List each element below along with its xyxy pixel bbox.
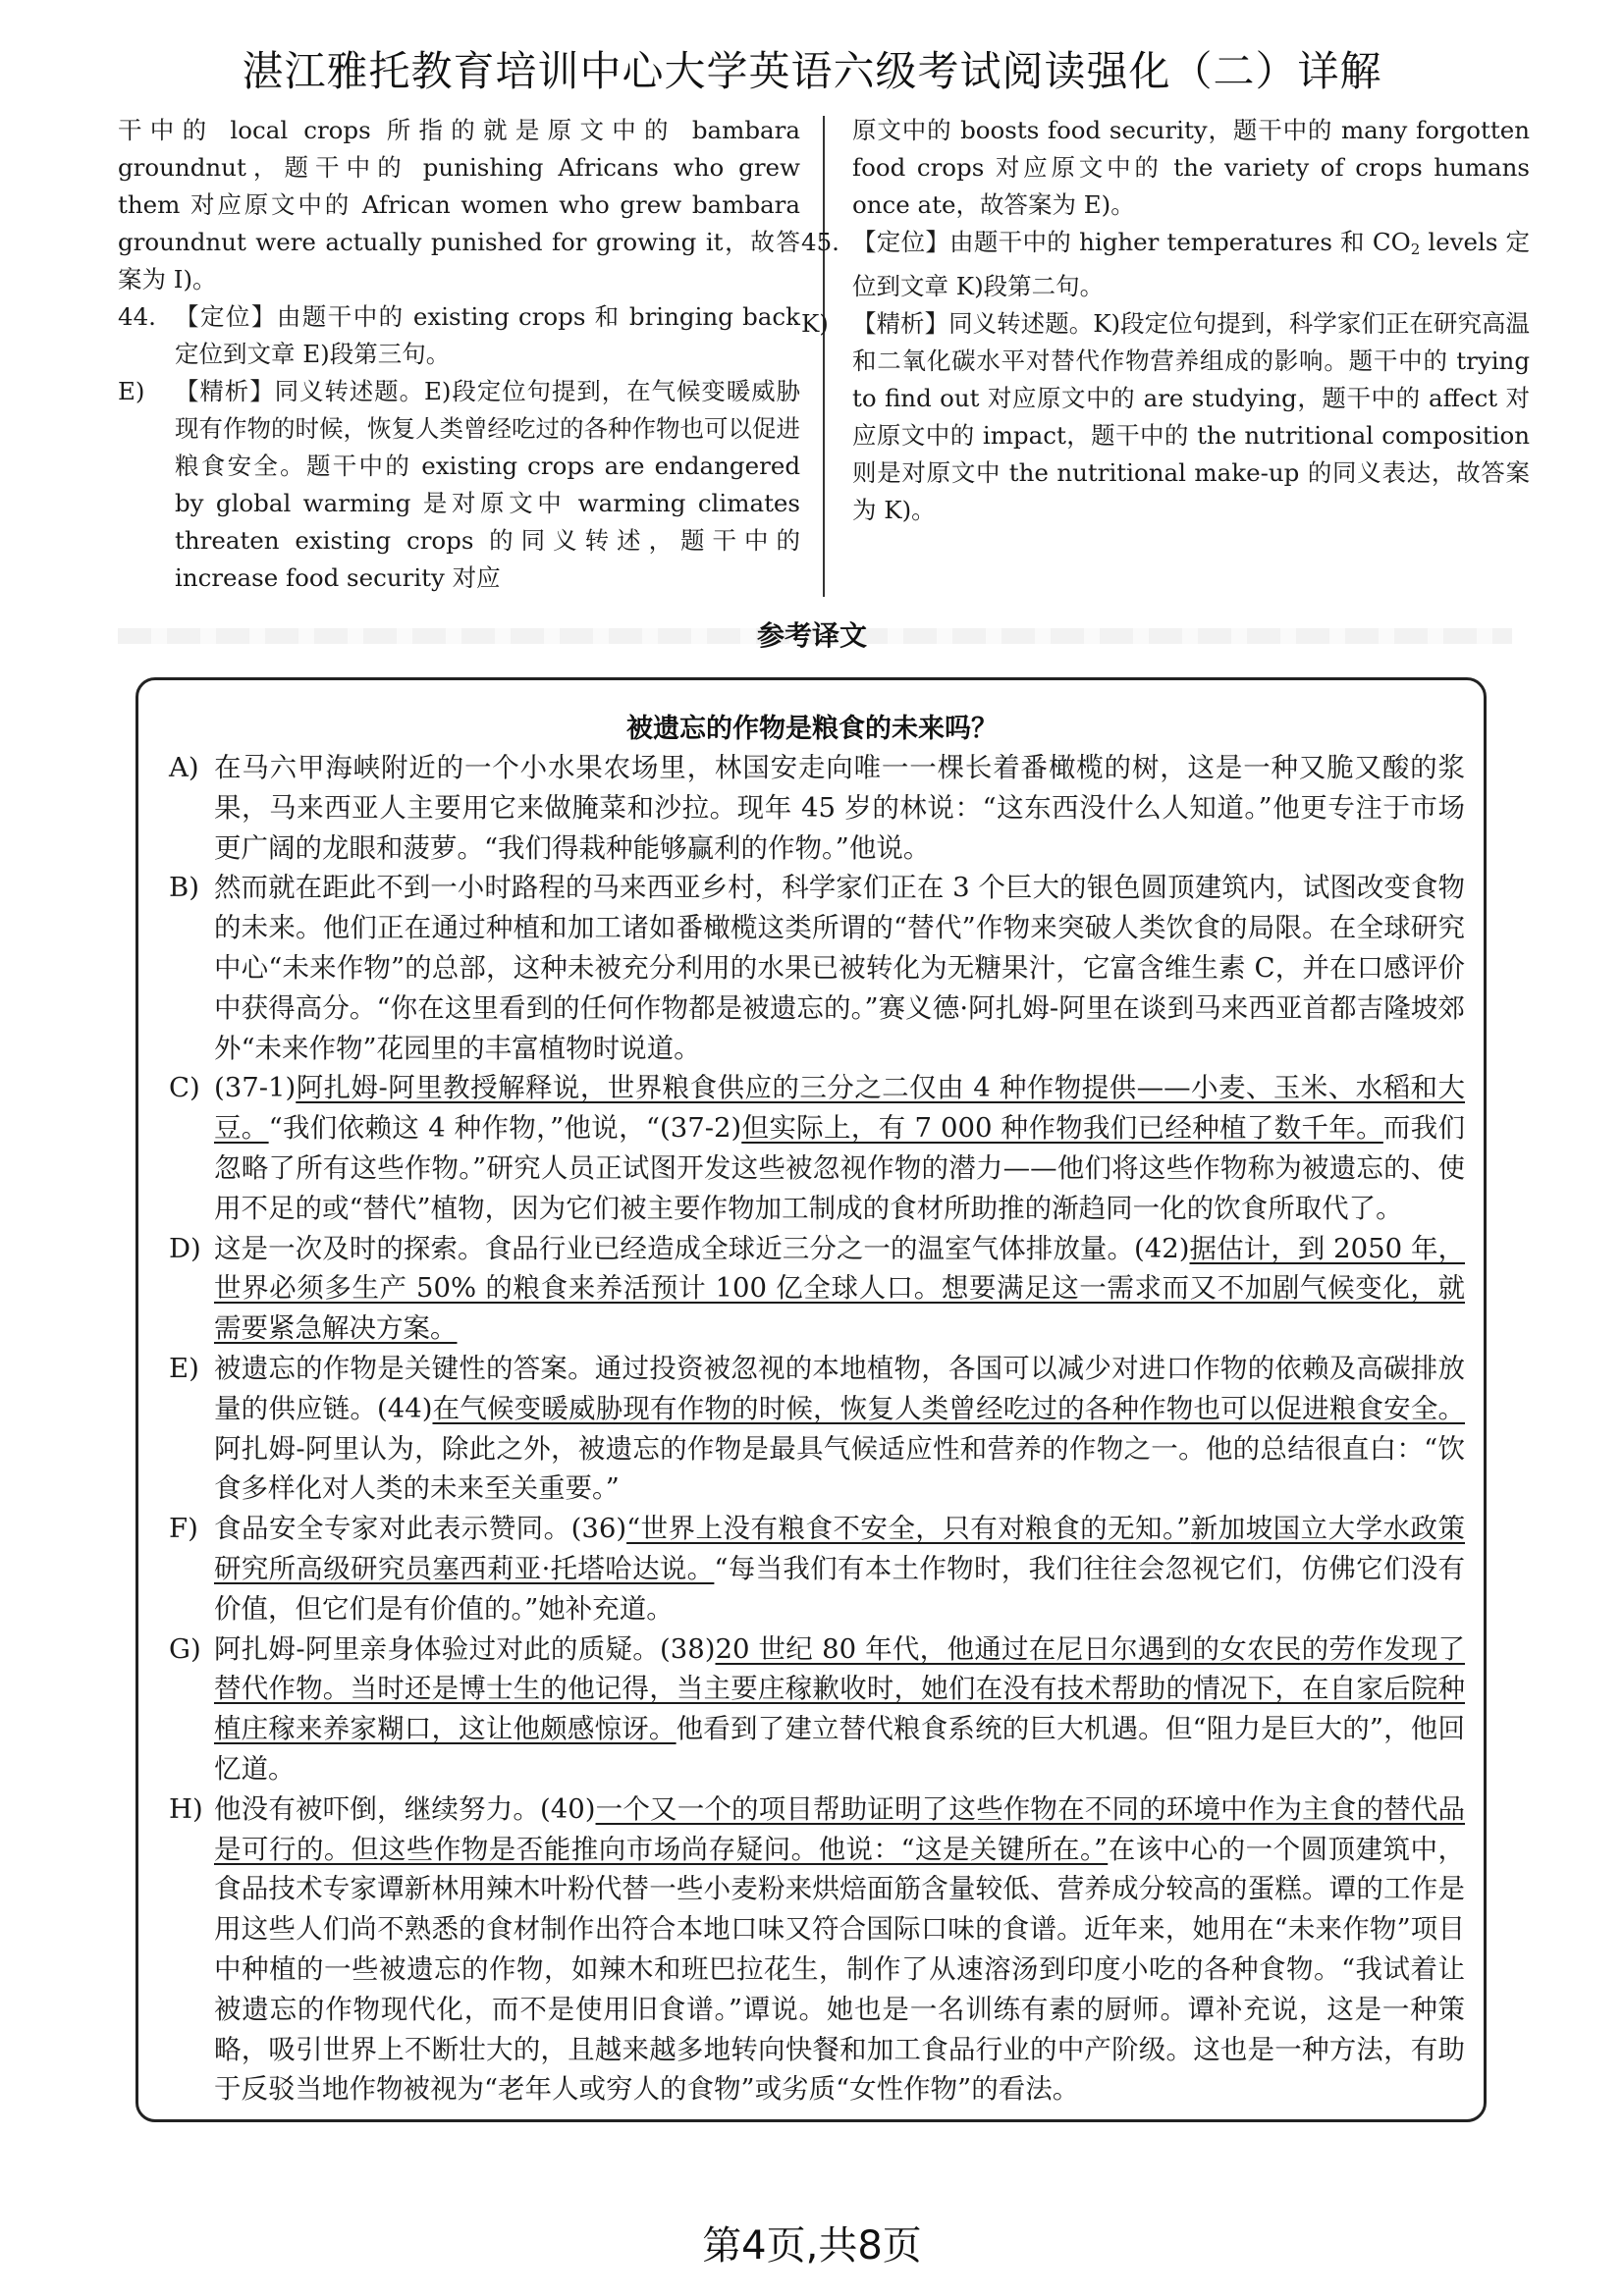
- paragraph-label: H): [169, 1792, 203, 1825]
- paragraph-label: C): [169, 1072, 200, 1104]
- section-title: 参考译文: [756, 619, 867, 652]
- underlined-sentence: 据估计，到 2050 年，世界必须多生产 50% 的粮食来养活预计 100 亿全球人口。想要满足这一需求而又不加剧气候变化，就需要紧急解决方案。: [214, 1232, 1466, 1345]
- page-title: 湛江雅托教育培训中心大学英语六级考试阅读强化（二）详解: [242, 47, 1382, 95]
- question-44-locate-text: 【定位】由题干中的 existing crops 和 bringing back 定位到文章 E)段第三句。: [175, 302, 800, 368]
- paragraph-c: C) (37-1)阿扎姆-阿里教授解释说，世界粮食供应的三分之二仅由 4 种作物提供——小麦、玉米、水稻和大豆。“我们依赖这 4 种作物，”他说，“(37-2)但实际上，有 7 000 种作物我们已经种植了数千年。而我们忽略了所有这些作物。”研究人员正试图开发这些被忽视作物的潜力——他们将这些作物称为被遗忘的、使用不足的或“替代”植物，因为它们被主要作物加工制成的食材所助推的渐趋同一化的饮食所取代了。: [169, 1068, 1465, 1228]
- paragraph-d: D) 这是一次及时的探索。食品行业已经造成全球近三分之一的温室气体排放量。(42)据估计，到 2050 年，世界必须多生产 50% 的粮食来养活预计 100 亿全球人口。想要满足这一需求而又不加剧气候变化，就需要紧急解决方案。: [169, 1229, 1465, 1349]
- paragraph-b: B) 然而就在距此不到一小时路程的马来西亚乡村，科学家们正在 3 个巨大的银色圆顶建筑内，试图改变食物的未来。他们正在通过种植和加工诸如番橄榄这类所谓的“替代”作物来突破人类饮食的局限。在全球研究中心“未来作物”的总部，这种未被充分利用的水果已被转化为无糖果汁，它富含维生素 C，并在口感评价中获得高分。“你在这里看到的任何作物都是被遗忘的。”赛义德·阿扎姆-阿里在谈到马来西亚首都吉隆坡郊外“未来作物”花园里的丰富植物时说道。: [169, 868, 1465, 1068]
- paragraph-label: F): [169, 1513, 198, 1545]
- underlined-sentence: 阿扎姆-阿里教授解释说，世界粮食供应的三分之二仅由 4 种作物提供——小麦、玉米、水稻和大豆。: [214, 1072, 1465, 1145]
- paragraph-e: E) 被遗忘的作物是关键性的答案。通过投资被忽视的本地植物，各国可以减少对进口作物的依赖及高碳排放量的供应链。(44)在气候变暖威胁现有作物的时候，恢复人类曾经吃过的各种作物也可以促进粮食安全。阿扎姆-阿里认为，除此之外，被遗忘的作物是最具气候适应性和营养的作物之一。他的总结很直白：“饮食多样化对人类的未来至关重要。”: [169, 1349, 1465, 1509]
- page-number: 第4页,共8页: [702, 2223, 922, 2269]
- question-45-label: 45.: [801, 228, 839, 256]
- paragraph-label: B): [169, 872, 199, 904]
- right-column: [801, 112, 1530, 529]
- underlined-sentence: 20 世纪 80 年代，他通过在尼日尔遇到的女农民的劳作发现了替代作物。当时还是博士生的他记得，当主要庄稼歉收时，她们在没有技术帮助的情况下，在自家后院种植庄稼来养家糊口，这让他颇感惊讶。: [214, 1632, 1465, 1745]
- question-45-analysis: [801, 305, 1530, 529]
- question-45-answer-label: K): [801, 309, 829, 338]
- question-45-locate: [801, 224, 1530, 305]
- paragraph-h: H) 他没有被吓倒，继续努力。(40)一个又一个的项目帮助证明了这些作物在不同的环境中作为主食的替代品是可行的。但这些作物是否能推向市场尚存疑问。他说：“这是关键所在。”在该中心的一个圆顶建筑中，食品技术专家谭新林用辣木叶粉代替一些小麦粉来烘焙面筋含量较低、营养成分较高的蛋糕。谭的工作是用这些人们尚不熟悉的食材制作出符合本地口味又符合国际口味的食谱。近年来，她用在“未来作物”项目中种植的一些被遗忘的作物，如辣木和班巴拉花生，制作了从速溶汤到印度小吃的各种食物。“我试着让被遗忘的作物现代化，而不是使用旧食谱。”谭说。她也是一名训练有素的厨师。谭补充说，这是一种策略，吸引世界上不断壮大的，且越来越多地转向快餐和加工食品行业的中产阶级。这也是一种方法，有助于反驳当地作物被视为“老年人或穷人的食物”或劣质“女性作物”的看法。: [169, 1789, 1465, 2109]
- column-divider: [823, 116, 825, 597]
- paragraph-f: F) 食品安全专家对此表示赞同。(36)“世界上没有粮食不安全，只有对粮食的无知。”新加坡国立大学水政策研究所高级研究员塞西莉亚·托塔哈达说。“每当我们有本土作物时，我们往往会忽视它们，仿佛它们没有价值，但它们是有价值的。”她补充道。: [169, 1509, 1465, 1629]
- question-44-analysis: [118, 373, 800, 597]
- question-44-label: 44.: [118, 302, 156, 331]
- translation-paragraphs: [169, 748, 1465, 2109]
- underlined-sentence: 一个又一个的项目帮助证明了这些作物在不同的环境中作为主食的替代品是可行的。但这些作物是否能推向市场尚存疑问。他说：“这是关键所在。”: [214, 1792, 1466, 1865]
- underlined-sentence: 新加坡国立大学水政策研究所高级研究员塞西莉亚·托塔哈达说。: [214, 1513, 1465, 1584]
- paragraph-label: E): [169, 1352, 199, 1384]
- left-column: [118, 112, 800, 597]
- paragraph-g: G) 阿扎姆-阿里亲身体验过对此的质疑。(38)20 世纪 80 年代，他通过在尼日尔遇到的女农民的劳作发现了替代作物。当时还是博士生的他记得，当主要庄稼歉收时，她们在没有技术帮助的情况下，在自家后院种植庄稼来养家糊口，这让他颇感惊讶。他看到了建立替代粮食系统的巨大机遇。但“阻力是巨大的”，他回忆道。: [169, 1629, 1465, 1789]
- underlined-sentence: “世界上没有粮食不安全，只有对粮食的无知。”: [626, 1513, 1191, 1545]
- paragraph-label: G): [169, 1632, 201, 1665]
- underlined-sentence: 但实际上，有 7 000 种作物我们已经种植了数千年。: [741, 1112, 1383, 1145]
- translation-title: 被遗忘的作物是粮食的未来吗？: [626, 714, 998, 744]
- question-44-answer-label: E): [118, 377, 145, 405]
- left-continuation: 干中的 local crops 所指的就是原文中的 bambara groundnut，题干中的 punishing Africans who grew them 对应原文中的 African women who grew bambara groundnut were actually punished for growing it，故答案为 I)。: [118, 116, 800, 294]
- right-continuation: 原文中的 boosts food security，题干中的 many forgotten food crops 对应原文中的 the variety of crops humans once ate，故答案为 E)。: [852, 116, 1530, 219]
- question-44-locate: [118, 298, 800, 373]
- paragraph-label: D): [169, 1232, 201, 1264]
- question-45-analysis-text: 【精析】同义转述题。K)段定位句提到，科学家们正在研究高温和二氧化碳水平对替代作物营养组成的影响。题干中的 trying to find out 对应原文中的 are studying，题干中的 affect 对应原文中的 impact，题干中的 the nutritional composition 则是对原文中 the nutritional make-up 的同义表达，故答案为 K)。: [852, 309, 1530, 524]
- question-45-locate-text: 【定位】由题干中的 higher temperatures 和 $CO_2$ levels 定位到文章 K)段第二句。: [852, 228, 1530, 300]
- paragraph-a: A) 在马六甲海峡附近的一个小水果农场里，林国安走向唯一一棵长着番橄榄的树，这是一种又脆又酸的浆果，马来西亚人主要用它来做腌菜和沙拉。现年 45 岁的林说：“这东西没什么人知道。”他更专注于市场更广阔的龙眼和菠萝。“我们得栽种能够赢利的作物。”他说。: [169, 748, 1465, 868]
- question-44-analysis-text: 【精析】同义转述题。E)段定位句提到，在气候变暖威胁现有作物的时候，恢复人类曾经吃过的各种作物也可以促进粮食安全。题干中的 existing crops are endangered by global warming 是对原文中 warming climates threaten existing crops 的同义转述，题干中的 increase food security 对应: [175, 377, 800, 592]
- paragraph-label: A): [169, 752, 199, 783]
- underlined-sentence: 在气候变暖威胁现有作物的时候，恢复人类曾经吃过的各种作物也可以促进粮食安全。: [432, 1392, 1465, 1424]
